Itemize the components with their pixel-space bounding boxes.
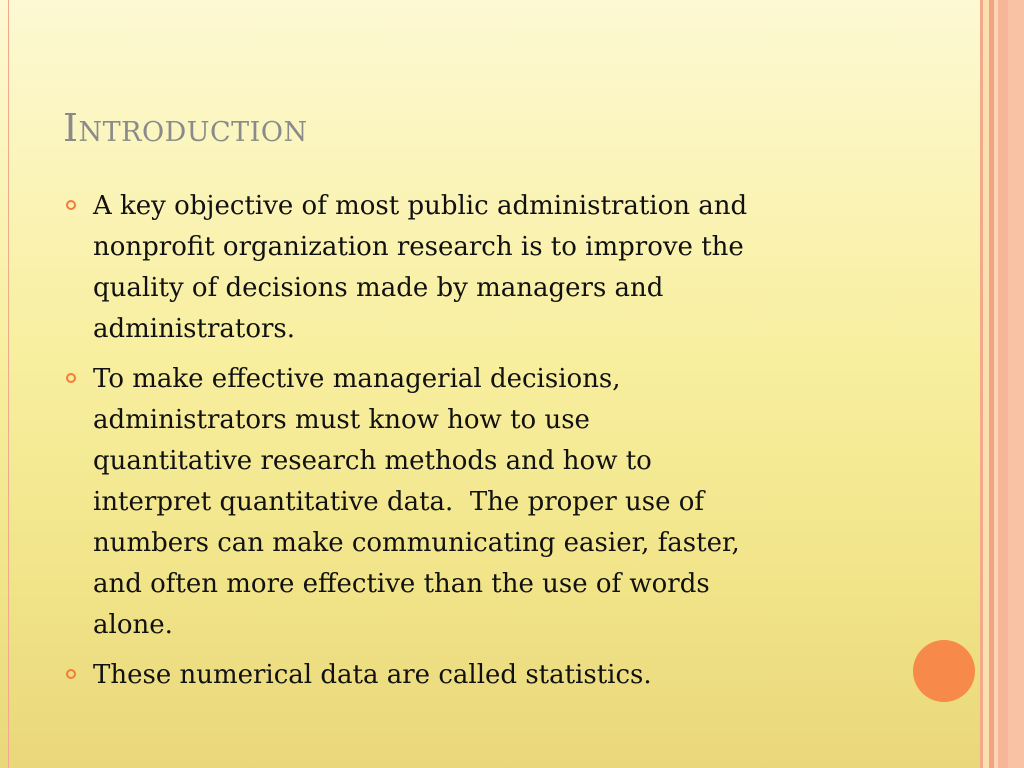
- circle-bullet-icon: [66, 200, 76, 210]
- slide-title: Introduction: [63, 106, 308, 150]
- bullet-line: administrators must know how to use: [93, 405, 590, 435]
- circle-bullet-icon: [66, 669, 76, 679]
- bullet-line: quality of decisions made by managers and: [93, 273, 664, 303]
- right-stripe: [998, 0, 1008, 768]
- circle-bullet-icon: [66, 373, 76, 383]
- bullet-line: interpret quantitative data. The proper use of: [93, 487, 705, 517]
- right-stripe: [1008, 0, 1024, 768]
- bullet-line: A key objective of most public administration and: [93, 191, 748, 221]
- bullet-line: quantitative research methods and how to: [93, 446, 652, 476]
- bullet-line: alone.: [93, 610, 173, 640]
- bullet-item: [93, 186, 893, 350]
- bullet-line: administrators.: [93, 314, 296, 344]
- decorative-circle: [913, 640, 975, 702]
- bullet-line: To make effective managerial decisions,: [93, 364, 621, 394]
- bullet-item: [93, 359, 893, 646]
- bullet-line: numbers can make communicating easier, faster,: [93, 528, 740, 558]
- bullet-list: [93, 186, 893, 705]
- bullet-line: These numerical data are called statistics.: [93, 660, 652, 690]
- bullet-item: [93, 655, 893, 696]
- bullet-line: and often more effective than the use of words: [93, 569, 710, 599]
- bullet-line: nonprofit organization research is to improve the: [93, 232, 744, 262]
- left-border-line: [8, 0, 9, 768]
